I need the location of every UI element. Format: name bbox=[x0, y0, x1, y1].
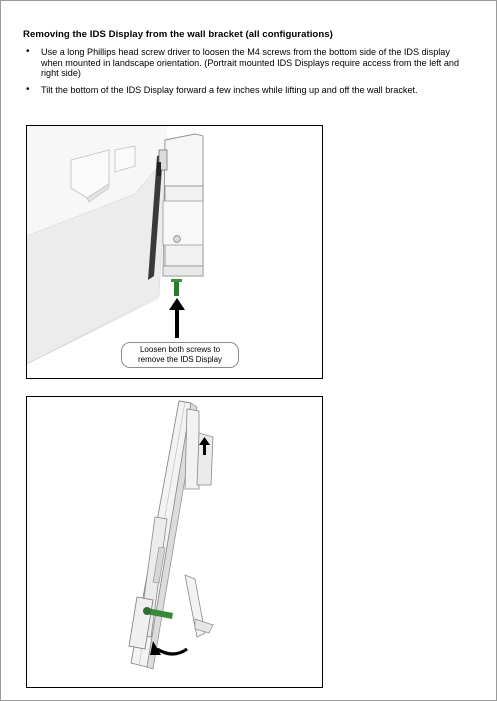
instruction-list bbox=[24, 47, 474, 101]
instruction-step-2: • Tilt the bottom of the IDS Display forward a few inches while lifting up and off the wall bracket. bbox=[24, 85, 474, 96]
bracket-closeup-illustration bbox=[27, 126, 322, 378]
callout-label bbox=[121, 342, 239, 368]
section-heading: Removing the IDS Display from the wall bracket (all configurations) bbox=[23, 29, 333, 40]
tilt-display-illustration bbox=[27, 397, 322, 687]
callout-line-2: remove the IDS Display bbox=[137, 355, 223, 364]
figure-loosen-screws bbox=[26, 125, 323, 379]
instruction-step-1: • Use a long Phillips head screw driver to loosen the M4 screws from the bottom side of the IDS display when mounted in landscape orientation. (Portrait mounted IDS Displays require access from the left and right side) bbox=[24, 47, 474, 79]
callout-line-1: Loosen both screws to bbox=[139, 345, 221, 355]
figure-tilt-display bbox=[26, 396, 323, 688]
